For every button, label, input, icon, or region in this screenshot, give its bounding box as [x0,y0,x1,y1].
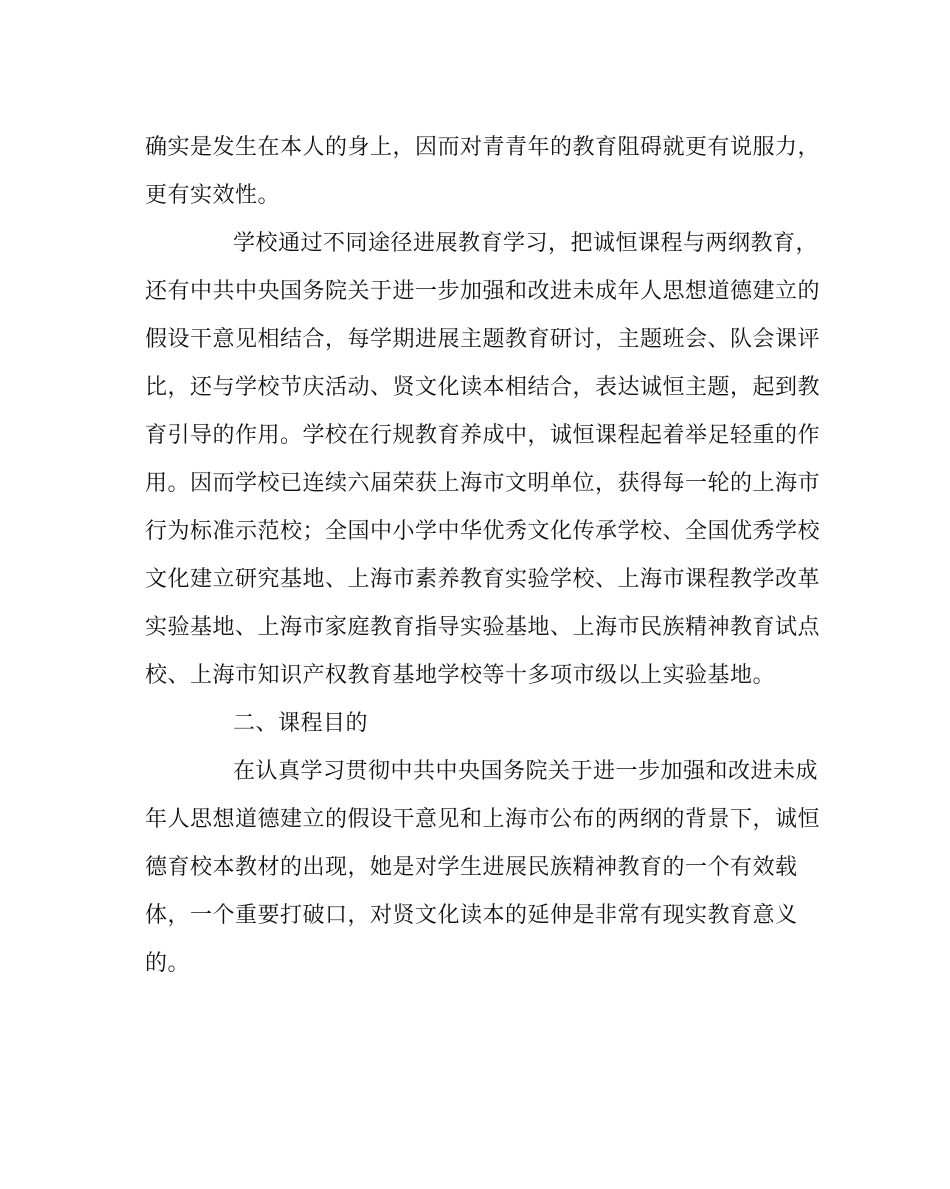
text-line: 用。因而学校已连续六届荣获上海市文明单位，获得每一轮的上海市 [145,471,821,496]
text-line: 文化建立研究基地、上海市素养教育实验学校、上海市课程教学改革 [145,567,821,592]
paragraph-start-line: 学校通过不同途径进展教育学习，把诚恒课程与两纲教育， [233,231,819,256]
text-line: 年人思想道德建立的假设干意见和上海市公布的两纲的背景下，诚恒 [145,807,821,832]
body-text [145,124,821,988]
text-line: 实验基地、上海市家庭教育指导实验基地、上海市民族精神教育试点 [145,615,821,640]
text-line: 的。 [145,951,191,976]
text-line: 比，还与学校节庆活动、贤文化读本相结合，表达诚恒主题，起到教 [145,375,821,400]
text-line: 行为标准示范校；全国中小学中华优秀文化传承学校、全国优秀学校 [145,519,821,544]
text-line: 更有实效性。 [145,183,281,208]
paragraph-start-line: 在认真学习贯彻中共中央国务院关于进一步加强和改进未成 [233,759,819,784]
text-line: 体，一个重要打破口，对贤文化读本的延伸是非常有现实教育意义 [145,903,798,928]
text-line: 假设干意见相结合，每学期进展主题教育研讨，主题班会、队会课评 [145,327,821,352]
text-line: 确实是发生在本人的身上，因而对青青年的教育阻碍就更有说服力， [145,135,821,160]
text-line: 还有中共中央国务院关于进一步加强和改进未成年人思想道德建立的 [145,279,821,304]
text-line: 育引导的作用。学校在行规教育养成中，诚恒课程起着举足轻重的作 [145,423,821,448]
section-heading: 二、课程目的 [233,711,369,736]
text-line: 校、上海市知识产权教育基地学校等十多项市级以上实验基地。 [145,663,776,688]
text-line: 德育校本教材的出现，她是对学生进展民族精神教育的一个有效载 [145,855,798,880]
